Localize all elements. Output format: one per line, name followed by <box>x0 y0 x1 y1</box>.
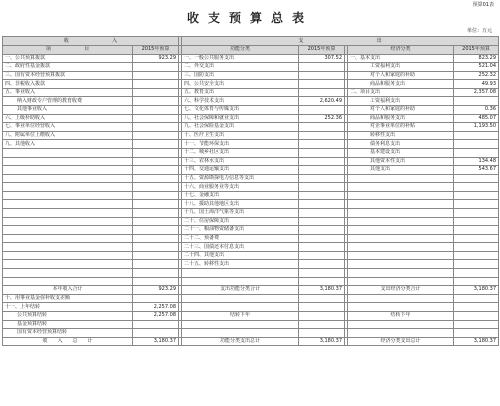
table-row <box>3 320 499 329</box>
income-item: 纳入财政专户管理的教育收费 <box>3 97 133 106</box>
income-item: 基金预算结转 <box>3 320 133 329</box>
econ-amount: 3,180.37 <box>454 337 499 346</box>
func-item: 一、一般公共服务支出 <box>182 54 299 63</box>
func-item: 八、社会保障和就业支出 <box>182 114 299 123</box>
econ-amount <box>454 97 499 106</box>
func-item <box>182 294 299 303</box>
econ-item <box>348 260 454 269</box>
income-item <box>3 260 133 269</box>
func-amount <box>299 131 345 140</box>
econ-item: 工资福利支出 <box>348 97 454 106</box>
header-row-1 <box>3 37 499 46</box>
income-amount <box>133 191 179 200</box>
table-row <box>3 131 499 140</box>
table-row <box>3 114 499 123</box>
econ-item: 一、基本支出 <box>348 54 454 63</box>
func-amount <box>299 191 345 200</box>
income-amount <box>133 234 179 243</box>
income-amount <box>133 320 179 329</box>
income-amount <box>133 166 179 175</box>
func-amount <box>299 80 345 89</box>
func-amount <box>299 63 345 72</box>
income-amount <box>133 148 179 157</box>
income-item: 一、公共预算拨款 <box>3 54 133 63</box>
table-row <box>3 123 499 132</box>
func-amount <box>299 277 345 286</box>
header-budget-year-2: 2015年预算 <box>299 46 345 55</box>
func-item: 二十五、转移性支出 <box>182 260 299 269</box>
table-row <box>3 97 499 106</box>
func-item: 四、公共安全支出 <box>182 80 299 89</box>
income-amount: 923.29 <box>133 286 179 295</box>
econ-item: 对企事业单位的补贴 <box>348 123 454 132</box>
income-item: 二、政府性基金拨款 <box>3 63 133 72</box>
econ-item: 其他资本性支出 <box>348 157 454 166</box>
header-income-2: 入 <box>112 37 118 44</box>
func-amount <box>299 174 345 183</box>
econ-item: 债务利息支出 <box>348 140 454 149</box>
header-expend <box>182 37 499 46</box>
table-row <box>3 106 499 115</box>
table-row <box>3 269 499 278</box>
table-row <box>3 80 499 89</box>
func-item <box>182 329 299 338</box>
econ-item <box>348 200 454 209</box>
table-row <box>3 226 499 235</box>
func-item: 结转下年 <box>182 311 299 320</box>
table-code: 预算01表 <box>472 2 494 8</box>
econ-amount: 49.93 <box>454 80 499 89</box>
func-item: 十二、城乡社区支出 <box>182 148 299 157</box>
income-amount <box>133 140 179 149</box>
table-row <box>3 303 499 312</box>
income-item <box>3 234 133 243</box>
income-amount <box>133 226 179 235</box>
func-amount: 252.36 <box>299 114 345 123</box>
income-item <box>3 191 133 200</box>
header-func-class: 功能分类 <box>182 46 299 55</box>
func-item: 十五、资源勘探电力信息等支出 <box>182 174 299 183</box>
header-expend-2: 出 <box>376 37 382 44</box>
func-amount <box>299 329 345 338</box>
econ-amount <box>454 329 499 338</box>
income-item <box>3 183 133 192</box>
econ-amount <box>454 140 499 149</box>
econ-amount <box>454 260 499 269</box>
func-amount <box>299 166 345 175</box>
table-row <box>3 191 499 200</box>
func-amount <box>299 217 345 226</box>
func-item <box>182 303 299 312</box>
econ-amount <box>454 243 499 252</box>
func-amount <box>299 106 345 115</box>
econ-item <box>348 183 454 192</box>
econ-item <box>348 208 454 217</box>
econ-item: 结转下年 <box>348 311 454 320</box>
income-amount: 2,257.08 <box>133 311 179 320</box>
header-expend-1: 支 <box>298 37 304 44</box>
table-row <box>3 337 499 346</box>
func-amount <box>299 71 345 80</box>
econ-item <box>348 243 454 252</box>
income-amount <box>133 106 179 115</box>
table-row <box>3 54 499 63</box>
table-row <box>3 157 499 166</box>
func-item: 十七、金融支出 <box>182 191 299 200</box>
func-item <box>182 269 299 278</box>
income-amount <box>133 294 179 303</box>
income-amount <box>133 251 179 260</box>
table-row <box>3 88 499 97</box>
income-item: 国有资本经营预算结转 <box>3 329 133 338</box>
econ-amount: 134.48 <box>454 157 499 166</box>
income-amount <box>133 131 179 140</box>
table-row <box>3 277 499 286</box>
econ-item: 对个人和家庭的补助 <box>348 106 454 115</box>
econ-item <box>348 226 454 235</box>
econ-amount <box>454 294 499 303</box>
header-item <box>3 46 133 55</box>
func-item: 十、医疗卫生支出 <box>182 131 299 140</box>
func-item: 二十四、其他支出 <box>182 251 299 260</box>
func-item: 二、外交支出 <box>182 63 299 72</box>
income-amount <box>133 183 179 192</box>
income-amount <box>133 63 179 72</box>
econ-item <box>348 303 454 312</box>
table-row <box>3 251 499 260</box>
econ-amount: 485.07 <box>454 114 499 123</box>
econ-amount <box>454 191 499 200</box>
econ-amount: 521.04 <box>454 63 499 72</box>
income-amount <box>133 217 179 226</box>
econ-item <box>348 191 454 200</box>
econ-item <box>348 320 454 329</box>
econ-amount <box>454 277 499 286</box>
header-econ-class: 经济分类 <box>348 46 454 55</box>
econ-amount: 1,193.50 <box>454 123 499 132</box>
income-amount <box>133 200 179 209</box>
income-amount <box>133 260 179 269</box>
econ-amount <box>454 251 499 260</box>
func-item: 功能分类支出总计 <box>182 337 299 346</box>
econ-amount: 823.29 <box>454 54 499 63</box>
income-item <box>3 148 133 157</box>
econ-amount <box>454 269 499 278</box>
econ-amount <box>454 200 499 209</box>
income-amount <box>133 329 179 338</box>
econ-amount: 3,180.37 <box>454 286 499 295</box>
table-row <box>3 208 499 217</box>
income-amount <box>133 123 179 132</box>
table-row <box>3 200 499 209</box>
income-item: 三、国有资本经营预算拨款 <box>3 71 133 80</box>
func-amount <box>299 269 345 278</box>
func-amount <box>299 183 345 192</box>
econ-amount <box>454 311 499 320</box>
econ-item <box>348 294 454 303</box>
table-row <box>3 140 499 149</box>
func-amount <box>299 260 345 269</box>
income-item: 本年收入合计 <box>3 286 133 295</box>
income-amount <box>133 277 179 286</box>
income-amount: 2,257.08 <box>133 303 179 312</box>
income-item: 九、其他收入 <box>3 140 133 149</box>
func-item: 十一、节能环保支出 <box>182 140 299 149</box>
func-amount <box>299 88 345 97</box>
econ-amount: 2,357.08 <box>454 88 499 97</box>
income-amount <box>133 71 179 80</box>
income-item <box>3 277 133 286</box>
income-amount <box>133 269 179 278</box>
econ-amount <box>454 174 499 183</box>
table-row <box>3 234 499 243</box>
income-amount <box>133 157 179 166</box>
income-amount <box>133 243 179 252</box>
header-budget-year-3: 2015年预算 <box>454 46 499 55</box>
func-amount <box>299 243 345 252</box>
econ-amount <box>454 131 499 140</box>
econ-item <box>348 277 454 286</box>
income-amount: 3,180.37 <box>133 337 179 346</box>
econ-amount <box>454 148 499 157</box>
header-item-1: 项 <box>45 46 51 53</box>
econ-item: 转移性支出 <box>348 131 454 140</box>
func-item: 十三、农林水支出 <box>182 157 299 166</box>
income-amount <box>133 88 179 97</box>
func-amount: 3,180.37 <box>299 286 345 295</box>
func-item: 十九、国土海洋气象等支出 <box>182 208 299 217</box>
econ-item: 其他支出 <box>348 166 454 175</box>
func-item <box>182 320 299 329</box>
econ-item <box>348 269 454 278</box>
table-row <box>3 217 499 226</box>
header-income-1: 收 <box>63 37 69 44</box>
table-row <box>3 286 499 295</box>
income-item <box>3 269 133 278</box>
econ-item <box>348 234 454 243</box>
econ-amount <box>454 217 499 226</box>
income-item: 六、上级补助收入 <box>3 114 133 123</box>
income-item <box>3 217 133 226</box>
func-item: 二十二、预备费 <box>182 234 299 243</box>
table-row <box>3 63 499 72</box>
func-item: 七、文化体育与传媒支出 <box>182 106 299 115</box>
func-item: 十八、援助其他地区支出 <box>182 200 299 209</box>
econ-amount <box>454 208 499 217</box>
income-amount <box>133 80 179 89</box>
income-item <box>3 174 133 183</box>
table-row <box>3 166 499 175</box>
econ-item <box>348 329 454 338</box>
func-amount <box>299 148 345 157</box>
table-row <box>3 71 499 80</box>
table-row <box>3 329 499 338</box>
func-amount <box>299 251 345 260</box>
econ-amount <box>454 303 499 312</box>
func-amount <box>299 200 345 209</box>
income-item: 五、事业收入 <box>3 88 133 97</box>
income-item: 八、附属单位上缴收入 <box>3 131 133 140</box>
func-item: 十四、交通运输支出 <box>182 166 299 175</box>
table-row <box>3 243 499 252</box>
budget-table <box>2 36 499 346</box>
econ-item <box>348 251 454 260</box>
econ-amount: 543.67 <box>454 166 499 175</box>
func-amount <box>299 208 345 217</box>
func-item: 三、国防支出 <box>182 71 299 80</box>
income-item <box>3 200 133 209</box>
econ-amount: 0.36 <box>454 106 499 115</box>
header-row-2 <box>3 46 499 55</box>
income-item: 其他事业收入 <box>3 106 133 115</box>
income-amount <box>133 208 179 217</box>
econ-amount <box>454 226 499 235</box>
func-amount: 3,180.37 <box>299 337 345 346</box>
income-item <box>3 251 133 260</box>
func-item: 五、教育支出 <box>182 88 299 97</box>
income-item: 十一、上年结转 <box>3 303 133 312</box>
func-amount <box>299 123 345 132</box>
unit-label: 单位：万元 <box>466 28 492 34</box>
func-amount <box>299 234 345 243</box>
table-row <box>3 148 499 157</box>
econ-amount: 252.32 <box>454 71 499 80</box>
income-item: 十、用事业基金弥补收支差额 <box>3 294 133 303</box>
econ-item: 基本建设支出 <box>348 148 454 157</box>
econ-item: 对个人和家庭的补助 <box>348 71 454 80</box>
table-row <box>3 174 499 183</box>
func-amount: 307.52 <box>299 54 345 63</box>
income-amount: 923.29 <box>133 54 179 63</box>
header-item-2: 目 <box>84 46 90 53</box>
income-item: 四、非税收入拨款 <box>3 80 133 89</box>
func-item: 六、科学技术支出 <box>182 97 299 106</box>
income-item: 公共预算结转 <box>3 311 133 320</box>
econ-item: 二、项目支出 <box>348 88 454 97</box>
income-item <box>3 243 133 252</box>
func-item: 九、社会保险基金支出 <box>182 123 299 132</box>
func-item: 二十三、国债还本付息支出 <box>182 243 299 252</box>
income-item <box>3 166 133 175</box>
page-title: 收支预算总表 <box>186 11 313 25</box>
func-item: 二十一、粮油物资储备支出 <box>182 226 299 235</box>
func-item <box>182 277 299 286</box>
func-amount: 2,620.49 <box>299 97 345 106</box>
income-item: 七、事业单位经营收入 <box>3 123 133 132</box>
func-amount <box>299 140 345 149</box>
econ-item: 商品和服务支出 <box>348 80 454 89</box>
econ-item: 支出经济分类合计 <box>348 286 454 295</box>
func-item: 支出功能分类合计 <box>182 286 299 295</box>
table-row <box>3 183 499 192</box>
econ-item: 经济分类支出总计 <box>348 337 454 346</box>
econ-item: 商品和服务支出 <box>348 114 454 123</box>
econ-item <box>348 217 454 226</box>
income-amount <box>133 97 179 106</box>
func-item: 二十、住房保障支出 <box>182 217 299 226</box>
econ-item: 工资福利支出 <box>348 63 454 72</box>
func-amount <box>299 303 345 312</box>
econ-amount <box>454 320 499 329</box>
income-amount <box>133 174 179 183</box>
econ-amount <box>454 183 499 192</box>
func-amount <box>299 294 345 303</box>
econ-item <box>348 174 454 183</box>
econ-amount <box>454 234 499 243</box>
income-item <box>3 208 133 217</box>
func-amount <box>299 311 345 320</box>
func-amount <box>299 226 345 235</box>
table-row <box>3 260 499 269</box>
income-item <box>3 226 133 235</box>
table-row <box>3 311 499 320</box>
func-amount <box>299 157 345 166</box>
header-budget-year-1: 2015年预算 <box>133 46 179 55</box>
header-income <box>3 37 179 46</box>
income-item: 收 入 总 计 <box>3 337 133 346</box>
func-amount <box>299 320 345 329</box>
func-item: 十六、商业服务业等支出 <box>182 183 299 192</box>
income-amount <box>133 114 179 123</box>
table-row <box>3 294 499 303</box>
income-item <box>3 157 133 166</box>
